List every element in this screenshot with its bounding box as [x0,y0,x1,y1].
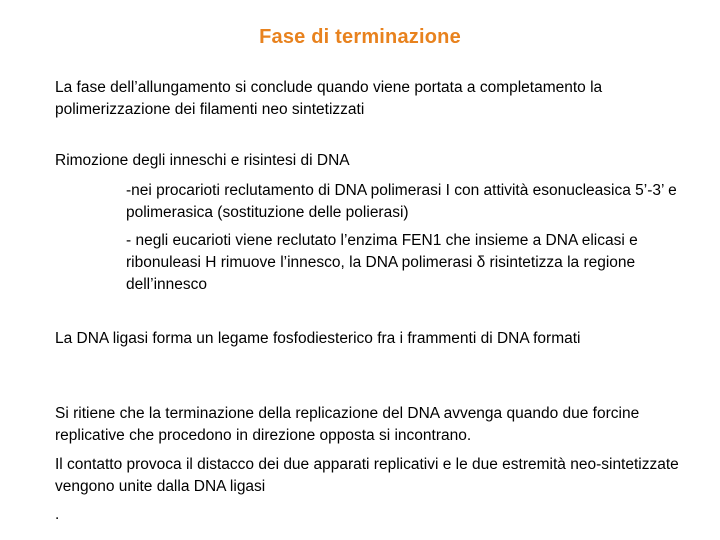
paragraph-primer-removal: Rimozione degli inneschi e risintesi di DNA [55,152,350,169]
paragraph-termination-forks: Si ritiene che la terminazione della replicazione del DNA avvenga quando due forcine replicative che procedono in direzione opposta si incontrano. [55,405,640,444]
paragraph-trailing-dot: . [55,506,60,523]
paragraph-contact-detachment: Il contatto provoca il distacco dei due apparati replicativi e le due estremità neo-sintetizzate vengono unite dalla DNA ligasi [55,456,679,495]
slide-title: Fase di terminazione [259,26,461,48]
paragraph-elongation-end: La fase dell’allungamento si conclude quando viene portata a completamento la polimerizzazione dei filamenti neo sintetizzati [55,79,603,118]
sub-item-eukaryotes: - negli eucarioti viene reclutato l’enzima FEN1 che insieme a DNA elicasi e ribonuleasi H rimuove l’innesco, la DNA polimerasi δ risintetizza la regione dell’innesco [126,232,638,293]
sub-item-prokaryotes: -nei procarioti reclutamento di DNA polimerasi I con attività esonucleasica 5’-3’ e polimerasica (sostituzione delle polierasi) [126,182,677,221]
paragraph-dna-ligase: La DNA ligasi forma un legame fosfodiesterico fra i frammenti di DNA formati [55,330,581,347]
